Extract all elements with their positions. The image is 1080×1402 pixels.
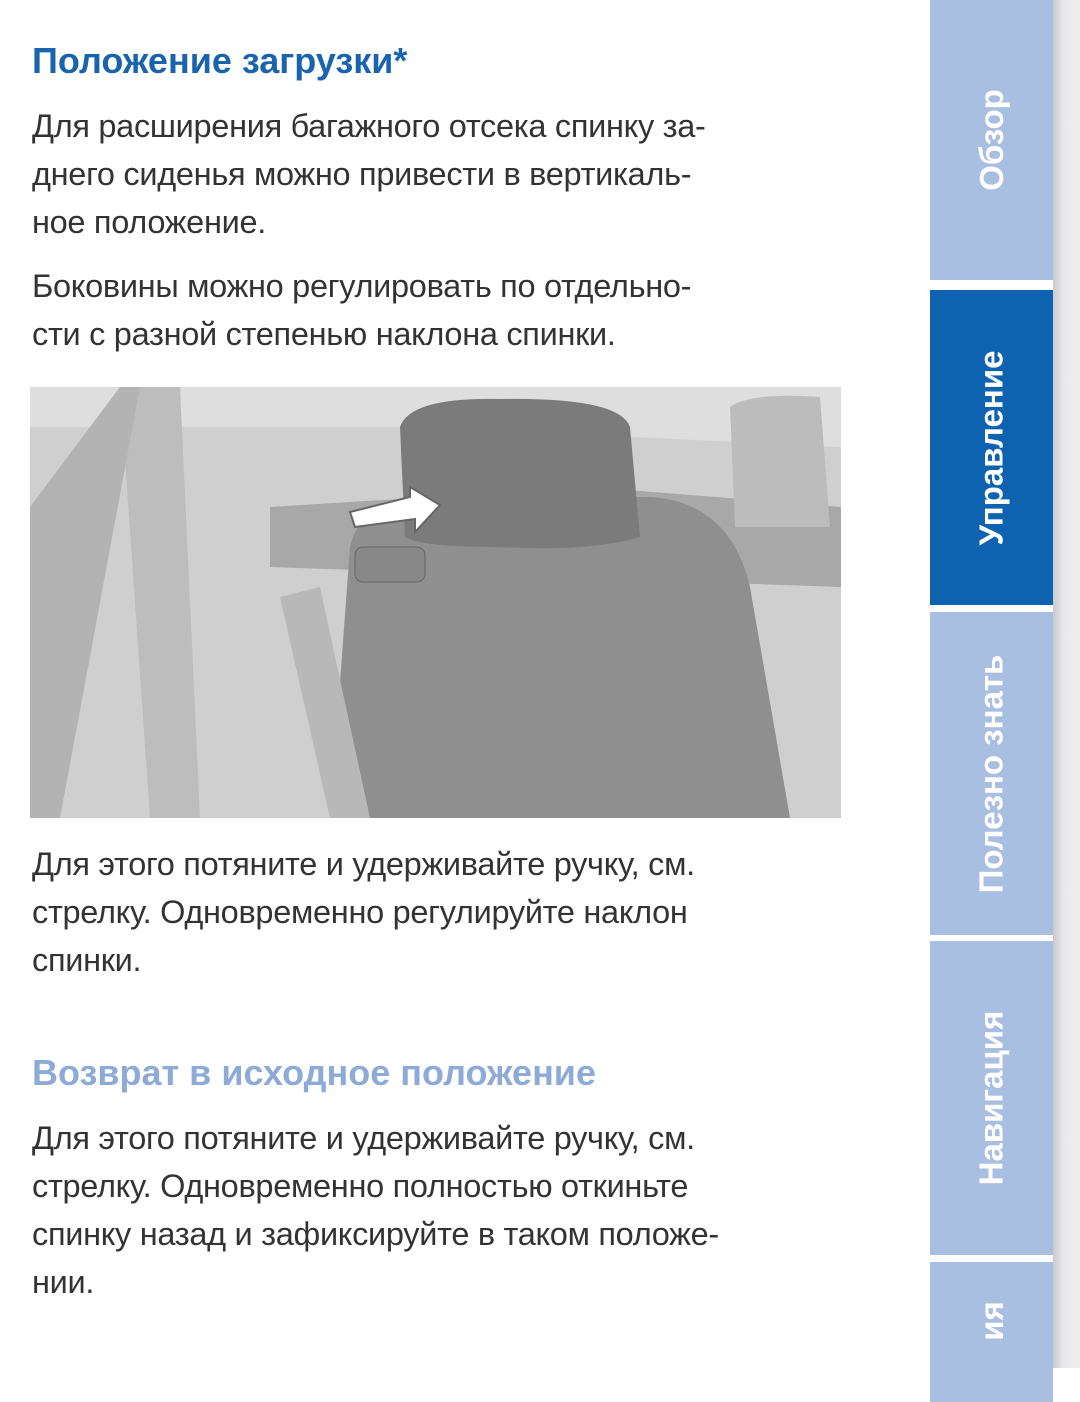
text-line: Боковины можно регулировать по отдельно- <box>32 268 692 304</box>
tab-label: Обзор <box>972 89 1010 191</box>
tab-useful-to-know[interactable] <box>930 612 1053 935</box>
text-line: спинку назад и зафиксируйте в таком положе- <box>32 1216 719 1252</box>
text-line: стрелку. Одновременно регулируйте наклон <box>32 894 688 930</box>
paragraph <box>32 1114 719 1306</box>
page-edge <box>1053 0 1080 1368</box>
section-title-return-position: Возврат в исходное положение <box>32 1052 596 1093</box>
tab-label: Полезно знать <box>972 654 1010 893</box>
tab-label: Управление <box>972 349 1010 546</box>
tab-controls[interactable] <box>930 290 1053 605</box>
paragraph <box>32 262 691 358</box>
text-line: Для этого потяните и удерживайте ручку, см. <box>32 1120 695 1156</box>
section-title-loading-position: Положение загрузки* <box>32 40 408 81</box>
tab-navigation[interactable] <box>930 941 1053 1255</box>
text-line: Для этого потяните и удерживайте ручку, см. <box>32 846 695 882</box>
text-line: сти с разной степенью наклона спинки. <box>32 316 616 352</box>
rear-seat-illustration <box>30 387 841 818</box>
tab-label: ия <box>972 1301 1010 1341</box>
text-line: спинки. <box>32 942 142 978</box>
text-line: ное положение. <box>32 204 266 240</box>
paragraph <box>32 840 695 984</box>
tab-label: Навигация <box>972 1010 1010 1186</box>
paragraph <box>32 102 706 246</box>
text-line: днего сиденья можно привести в вертикаль- <box>32 156 692 192</box>
text-line: Для расширения багажного отсека спинку за- <box>32 108 706 144</box>
text-line: стрелку. Одновременно полностью откиньте <box>32 1168 689 1204</box>
tab-overview[interactable] <box>930 0 1053 280</box>
tab-next[interactable] <box>930 1262 1053 1402</box>
text-line: нии. <box>32 1264 95 1300</box>
